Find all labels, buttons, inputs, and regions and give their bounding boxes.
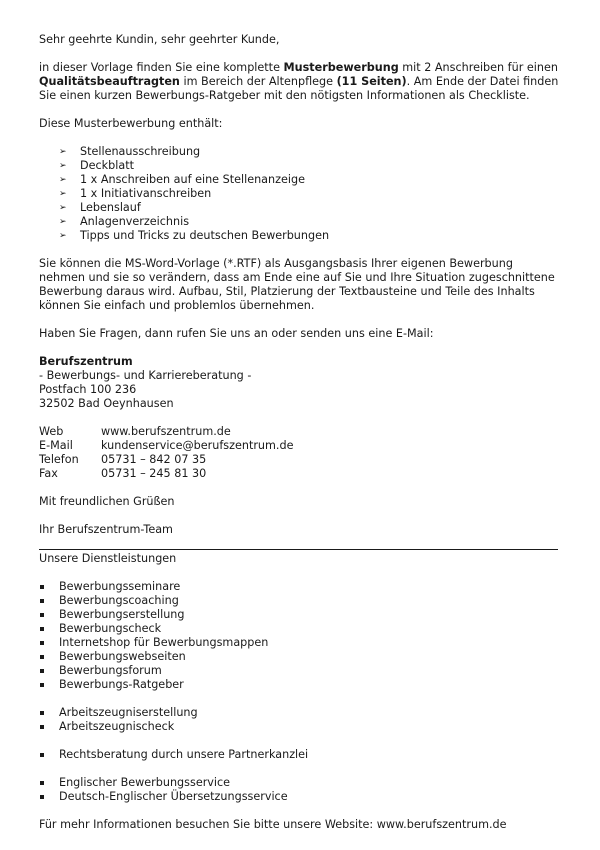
- intro-bold-1: Musterbewerbung: [283, 61, 399, 74]
- intro-text-4: . Am Ende der Datei finden Sie einen kurzen Bewerbungs-Ratgeber mit den nötigsten Informationen als Checkliste.: [39, 75, 559, 102]
- contact-row-email: E-Mail kundenservice@berufszentrum.de: [39, 439, 294, 452]
- contact-row-fax: Fax 05731 – 245 81 30: [39, 467, 207, 480]
- contents-item: ➢ Anlagenverzeichnis: [59, 215, 190, 228]
- arrow-bullet-icon: ➢: [59, 231, 67, 241]
- services-list-2: [39, 706, 559, 734]
- service-item: Arbeitszeugnischeck: [39, 720, 559, 734]
- arrow-bullet-icon: ➢: [59, 217, 67, 227]
- square-bullet-icon: [40, 585, 44, 589]
- contents-item: ➢ Tipps und Tricks zu deutschen Bewerbungen: [59, 229, 330, 242]
- contact-block: [39, 425, 559, 481]
- arrow-bullet-icon: ➢: [59, 189, 67, 199]
- arrow-bullet-icon: ➢: [59, 161, 67, 171]
- divider: [39, 549, 558, 550]
- usage-paragraph: Sie können die MS-Word-Vorlage (*.RTF) als Ausgangsbasis Ihrer eigenen Bewerbung nehmen und sie so verändern, dass am Ende eine auf Sie und Ihre Situation zugeschnittene Bewerbung daraus wird. Aufbau, Stil, Platzierung der Textbausteine und Teile des Inhalts können Sie einfach und problemlos übernehmen.: [39, 257, 555, 312]
- intro-text-1: in dieser Vorlage finden Sie eine komplette: [39, 61, 284, 74]
- services-list-3: [39, 748, 559, 762]
- contents-list: [39, 145, 559, 243]
- footer-text: Für mehr Informationen besuchen Sie bitte unsere Website: www.berufszentrum.de: [39, 818, 507, 831]
- square-bullet-icon: [40, 781, 44, 785]
- service-item: Internetshop für Bewerbungsmappen: [39, 636, 559, 650]
- service-item: Bewerbungsseminare: [39, 580, 559, 594]
- service-item: Rechtsberatung durch unsere Partnerkanzlei: [39, 748, 559, 762]
- square-bullet-icon: [40, 725, 44, 729]
- document-page: [39, 33, 559, 832]
- contents-item: ➢ Stellenausschreibung: [59, 145, 201, 158]
- square-bullet-icon: [40, 613, 44, 617]
- square-bullet-icon: [40, 641, 44, 645]
- square-bullet-icon: [40, 795, 44, 799]
- intro-paragraph: [39, 61, 559, 103]
- service-item: Bewerbungserstellung: [39, 608, 559, 622]
- signature: Ihr Berufszentrum-Team: [39, 523, 173, 536]
- intro-text-2: mit 2 Anschreiben für einen: [398, 61, 558, 74]
- square-bullet-icon: [40, 683, 44, 687]
- service-item: Arbeitszeugniserstellung: [39, 706, 559, 720]
- contact-row-phone: Telefon 05731 – 842 07 35: [39, 453, 207, 466]
- contents-heading: Diese Musterbewerbung enthält:: [39, 117, 223, 130]
- services-list-1: [39, 580, 559, 692]
- square-bullet-icon: [40, 711, 44, 715]
- email-link[interactable]: kundenservice@berufszentrum.de: [101, 439, 294, 452]
- square-bullet-icon: [40, 599, 44, 603]
- square-bullet-icon: [40, 669, 44, 673]
- contents-item: ➢ 1 x Initiativanschreiben: [59, 187, 212, 200]
- questions-paragraph: Haben Sie Fragen, dann rufen Sie uns an oder senden uns eine E-Mail:: [39, 327, 434, 340]
- service-item: Bewerbungsforum: [39, 664, 559, 678]
- contents-item: ➢ 1 x Anschreiben auf eine Stellenanzeige: [59, 173, 305, 186]
- service-item: Deutsch-Englischer Übersetzungsservice: [39, 790, 559, 804]
- services-list-4: [39, 776, 559, 804]
- service-item: Bewerbungscoaching: [39, 594, 559, 608]
- square-bullet-icon: [40, 753, 44, 757]
- service-item: Bewerbungs-Ratgeber: [39, 678, 559, 692]
- company-tagline: - Bewerbungs- und Karriereberatung -: [39, 369, 252, 382]
- company-city: 32502 Bad Oeynhausen: [39, 397, 174, 410]
- arrow-bullet-icon: ➢: [59, 147, 67, 157]
- square-bullet-icon: [40, 655, 44, 659]
- arrow-bullet-icon: ➢: [59, 175, 67, 185]
- square-bullet-icon: [40, 627, 44, 631]
- intro-bold-2: Qualitätsbeauftragten: [39, 75, 180, 88]
- web-link[interactable]: www.berufszentrum.de: [101, 425, 231, 438]
- intro-bold-3: (11 Seiten): [336, 75, 407, 88]
- service-item: Bewerbungscheck: [39, 622, 559, 636]
- salutation: Sehr geehrte Kundin, sehr geehrter Kunde,: [39, 33, 280, 46]
- company-postbox: Postfach 100 236: [39, 383, 137, 396]
- intro-text-3: im Bereich der Altenpflege: [179, 75, 337, 88]
- arrow-bullet-icon: ➢: [59, 203, 67, 213]
- contents-item: ➢ Deckblatt: [59, 159, 134, 172]
- company-name: Berufszentrum: [39, 355, 133, 368]
- contact-row-web: Web www.berufszentrum.de: [39, 425, 231, 438]
- closing: Mit freundlichen Grüßen: [39, 495, 175, 508]
- services-heading: Unsere Dienstleistungen: [39, 552, 177, 565]
- service-item: Bewerbungswebseiten: [39, 650, 559, 664]
- service-item: Englischer Bewerbungsservice: [39, 776, 559, 790]
- contents-item: ➢ Lebenslauf: [59, 201, 141, 214]
